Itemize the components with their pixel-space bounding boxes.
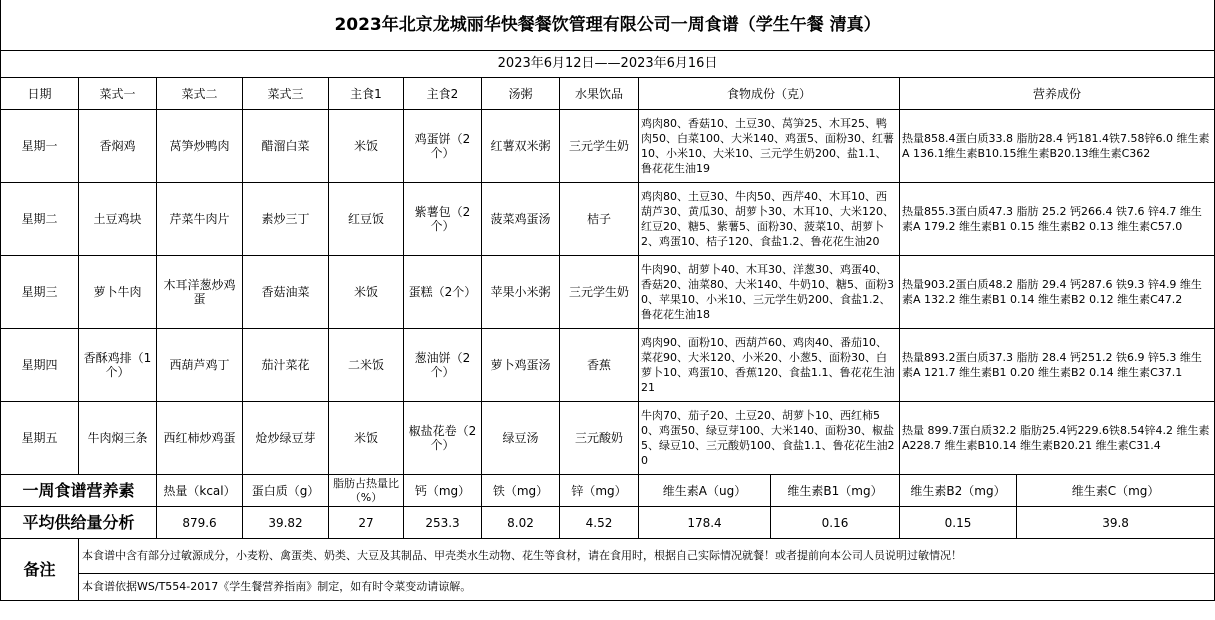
note-row [1,539,1215,574]
staple1-cell: 二米饭 [329,329,404,402]
ingredients-cell: 牛肉70、茄子20、土豆20、胡萝卜10、西红柿50、鸡蛋50、绿豆芽100、大米140、面粉30、椒盐5、绿豆10、三元酸奶100、食盐1.1、鲁花花生油20 [639,402,900,475]
nutrient-label: 钙（mg） [404,475,482,507]
staple1-cell: 红豆饭 [329,183,404,256]
nutrient-value: 27 [329,507,404,539]
nutrient-value: 178.4 [639,507,771,539]
nutrient-label: 维生素C（mg） [1017,475,1215,507]
note-row [1,574,1215,601]
dish3-cell: 茄汁菜花 [243,329,329,402]
nutrient-label: 蛋白质（g） [243,475,329,507]
soup-cell: 绿豆汤 [482,402,560,475]
page-title: 2023年北京龙城丽华快餐餐饮管理有限公司一周食谱（学生午餐 清真） [1,0,1215,51]
dish3-cell: 素炒三丁 [243,183,329,256]
day-cell: 星期三 [1,256,79,329]
soup-cell: 菠菜鸡蛋汤 [482,183,560,256]
staple2-cell: 鸡蛋饼（2个） [404,110,482,183]
ingredients-cell: 鸡肉80、香菇10、土豆30、莴笋25、木耳25、鸭肉50、白菜100、大米140、鸡蛋5、面粉30、红薯10、小米10、大米10、三元学生奶200、盐1.1、鲁花花生油19 [639,110,900,183]
header-row [1,78,1215,110]
nutrient-label: 脂肪占热量比（%） [329,475,404,507]
note-standard: 本食谱依据WS/T554-2017《学生餐营养指南》制定，如有时令菜变动请谅解。 [79,574,1215,601]
dish2-cell: 木耳洋葱炒鸡蛋 [157,256,243,329]
dish1-cell: 萝卜牛肉 [79,256,157,329]
summary-value-row [1,507,1215,539]
header-dish3: 菜式三 [243,78,329,110]
soup-cell: 萝卜鸡蛋汤 [482,329,560,402]
dish2-cell: 西葫芦鸡丁 [157,329,243,402]
day-cell: 星期一 [1,110,79,183]
nutrient-label: 维生素B2（mg） [900,475,1017,507]
dish1-cell: 香酥鸡排（1个） [79,329,157,402]
dish2-cell: 芹菜牛肉片 [157,183,243,256]
fruit-cell: 桔子 [560,183,639,256]
day-cell: 星期四 [1,329,79,402]
nutrition-cell: 热量855.3蛋白质47.3 脂肪 25.2 钙266.4 铁7.6 锌4.7 维生素A 179.2 维生素B1 0.15 维生素B2 0.13 维生素C57.0 [900,183,1215,256]
table-row [1,110,1215,183]
table-row [1,183,1215,256]
staple2-cell: 椒盐花卷（2个） [404,402,482,475]
dish1-cell: 香焖鸡 [79,110,157,183]
staple2-cell: 蛋糕（2个） [404,256,482,329]
nutrient-value: 39.8 [1017,507,1215,539]
dish1-cell: 牛肉焖三条 [79,402,157,475]
header-soup: 汤粥 [482,78,560,110]
fruit-cell: 三元酸奶 [560,402,639,475]
nutrient-value: 0.15 [900,507,1017,539]
header-staple1: 主食1 [329,78,404,110]
header-dish2: 菜式二 [157,78,243,110]
header-nutrition: 营养成份 [900,78,1215,110]
ingredients-cell: 牛肉90、胡萝卜40、木耳30、洋葱30、鸡蛋40、香菇20、油菜80、大米140、牛奶10、糖5、面粉30、苹果10、小米10、三元学生奶200、食盐1.2、鲁花花生油18 [639,256,900,329]
staple1-cell: 米饭 [329,256,404,329]
soup-cell: 红薯双米粥 [482,110,560,183]
fruit-cell: 三元学生奶 [560,256,639,329]
notes-label: 备注 [1,539,79,601]
table-row [1,402,1215,475]
nutrient-label: 热量（kcal） [157,475,243,507]
header-ingredients: 食物成份（克） [639,78,900,110]
staple1-cell: 米饭 [329,110,404,183]
dish3-cell: 香菇油菜 [243,256,329,329]
nutrient-value: 253.3 [404,507,482,539]
nutrition-cell: 热量903.2蛋白质48.2 脂肪 29.4 钙287.6 铁9.3 锌4.9 维生素A 132.2 维生素B1 0.14 维生素B2 0.12 维生素C47.2 [900,256,1215,329]
staple1-cell: 米饭 [329,402,404,475]
ingredients-cell: 鸡肉90、面粉10、西葫芦60、鸡肉40、番茄10、菜花90、大米120、小米20、小葱5、面粉30、白萝卜10、鸡蛋10、香蕉120、食盐1.1、鲁花花生油21 [639,329,900,402]
date-range: 2023年6月12日——2023年6月16日 [1,51,1215,78]
summary-label-2: 平均供给量分析 [1,507,157,539]
dish2-cell: 西红柿炒鸡蛋 [157,402,243,475]
nutrient-value: 4.52 [560,507,639,539]
summary-label-1: 一周食谱营养素 [1,475,157,507]
nutrition-cell: 热量893.2蛋白质37.3 脂肪 28.4 钙251.2 铁6.9 锌5.3 维生素A 121.7 维生素B1 0.20 维生素B2 0.14 维生素C37.1 [900,329,1215,402]
nutrient-label: 铁（mg） [482,475,560,507]
dish3-cell: 醋溜白菜 [243,110,329,183]
staple2-cell: 葱油饼（2个） [404,329,482,402]
day-cell: 星期二 [1,183,79,256]
dish1-cell: 土豆鸡块 [79,183,157,256]
nutrient-value: 0.16 [771,507,900,539]
summary-nutrient-row [1,475,1215,507]
fruit-cell: 香蕉 [560,329,639,402]
header-dish1: 菜式一 [79,78,157,110]
soup-cell: 苹果小米粥 [482,256,560,329]
ingredients-cell: 鸡肉80、土豆30、牛肉50、西芹40、木耳10、西葫芦30、黄瓜30、胡萝卜30、木耳10、大米120、红豆20、糖5、紫薯5、面粉30、菠菜10、胡萝卜2、鸡蛋10、桔子120、食盐1.2、鲁花花生油20 [639,183,900,256]
nutrient-value: 39.82 [243,507,329,539]
nutrient-value: 879.6 [157,507,243,539]
dish3-cell: 炝炒绿豆芽 [243,402,329,475]
table-row [1,256,1215,329]
day-cell: 星期五 [1,402,79,475]
nutrient-label: 维生素B1（mg） [771,475,900,507]
nutrient-value: 8.02 [482,507,560,539]
nutrient-label: 维生素A（ug） [639,475,771,507]
staple2-cell: 紫薯包（2个） [404,183,482,256]
dish2-cell: 莴笋炒鸭肉 [157,110,243,183]
nutrient-label: 锌（mg） [560,475,639,507]
header-date: 日期 [1,78,79,110]
header-staple2: 主食2 [404,78,482,110]
note-allergens: 本食谱中含有部分过敏源成分，小麦粉、禽蛋类、奶类、大豆及其制品、甲壳类水生动物、花生等食材，请在食用时，根据自己实际情况就餐！或者提前向本公司人员说明过敏情况！ [79,539,1215,574]
table-row [1,329,1215,402]
header-fruit: 水果饮品 [560,78,639,110]
nutrition-cell: 热量858.4蛋白质33.8 脂肪28.4 钙181.4铁7.58锌6.0 维生素A 136.1维生素B10.15维生素B20.13维生素C362 [900,110,1215,183]
nutrition-cell: 热量 899.7蛋白质32.2 脂肪25.4钙229.6铁8.54锌4.2 维生素A228.7 维生素B10.14 维生素B20.21 维生素C31.4 [900,402,1215,475]
fruit-cell: 三元学生奶 [560,110,639,183]
